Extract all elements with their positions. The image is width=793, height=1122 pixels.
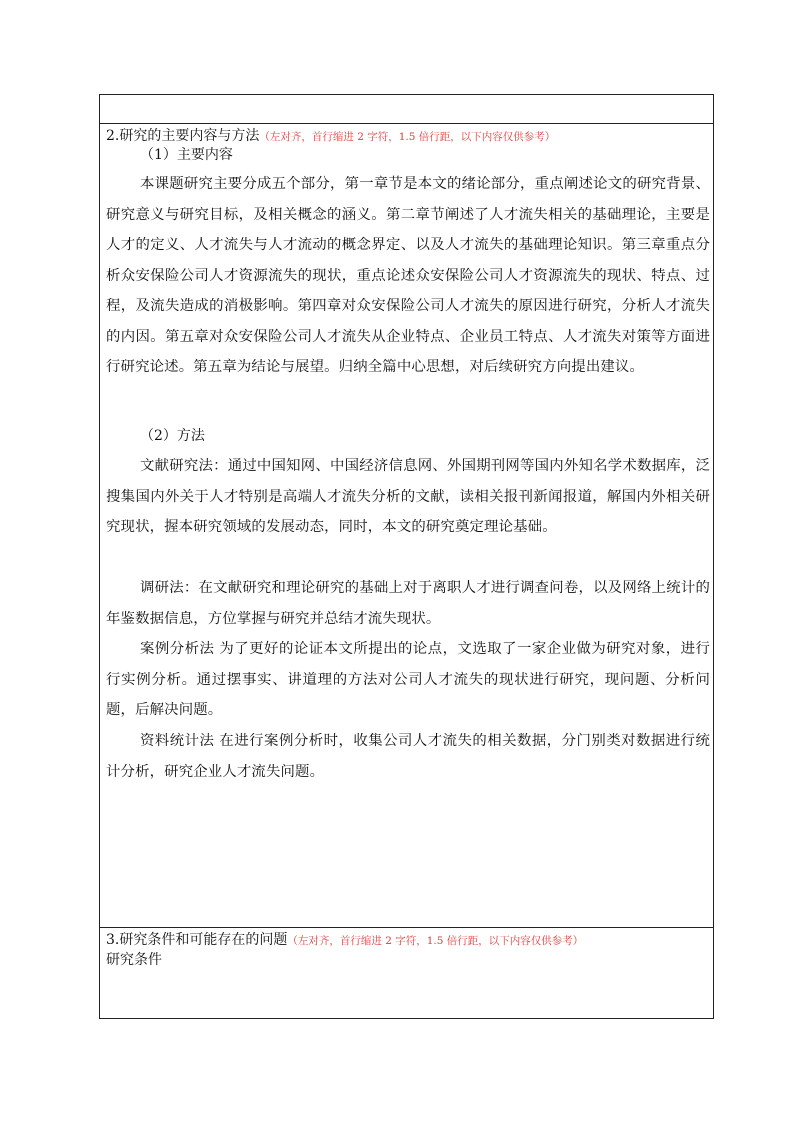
- label-research-conditions: 研究条件: [106, 952, 162, 968]
- paragraph-statistics-method: 资料统计法 在进行案例分析时，收集公司人才流失的相关数据，分门别类对数据进行统计分析，研究企业人才流失问题。: [106, 733, 710, 780]
- subheading-methods: （2）方法: [140, 428, 205, 444]
- section-heading: [106, 128, 555, 146]
- paragraph-case-method: 案例分析法 为了更好的论证本文所提出的论点，文选取了一家企业做为研究对象，进行行实例分析。通过摆事实、讲道理的方法对公司人才流失的现状进行研究，现问题、分析问题，后解决问题。: [106, 641, 710, 718]
- paragraph-survey-method: 调研法：在文献研究和理论研究的基础上对于离职人才进行调查问卷，以及网络上统计的年鉴数据信息，方位掌握与研究并总结才流失现状。: [106, 580, 710, 627]
- format-note: （左对齐，首行缩进 2 字符，1.5 倍行距，以下内容仅供参考）: [259, 131, 556, 143]
- subheading-main-content: （1）主要内容: [140, 147, 233, 163]
- format-note: （左对齐，首行缩进 2 字符，1.5 倍行距，以下内容仅供参考）: [287, 935, 584, 947]
- section-heading: [106, 932, 583, 950]
- paragraph-main-content: 本课题研究主要分成五个部分，第一章节是本文的绪论部分，重点阐述论文的研究背景、研究意义与研究目标，及相关概念的涵义。第二章节阐述了人才流失相关的基础理论，主要是人才的定义、人才流失与人才流动的概念界定、以及人才流失的基础理论知识。第三章重点分析众安保险公司人才资源流失的现状，重点论述众安保险公司人才资源流失的现状、特点、过程，及流失造成的消极影响。第四章对众安保险公司人才流失的原因进行研究，分析人才流失的内因。第五章对众安保险公司人才流失从企业特点、企业员工特点、人才流失对策等方面进行研究论述。第五章为结论与展望。归纳全篇中心思想，对后续研究方向提出建议。: [106, 176, 710, 375]
- section-research-conditions: [100, 928, 713, 1019]
- section-title: 3.研究条件和可能存在的问题: [106, 932, 288, 948]
- form-table: [99, 94, 714, 1019]
- section-title: 2.研究的主要内容与方法: [106, 128, 260, 144]
- section-research-content: [100, 124, 713, 928]
- paragraph-literature-method: 文献研究法：通过中国知网、中国经济信息网、外国期刊网等国内外知名学术数据库，泛搜集国内外关于人才特别是高端人才流失分析的文献，读相关报刊新闻报道，解国内外相关研究现状，握本研究领域的发展动态，同时，本文的研究奠定理论基础。: [106, 458, 710, 535]
- table-row-empty: [100, 95, 713, 124]
